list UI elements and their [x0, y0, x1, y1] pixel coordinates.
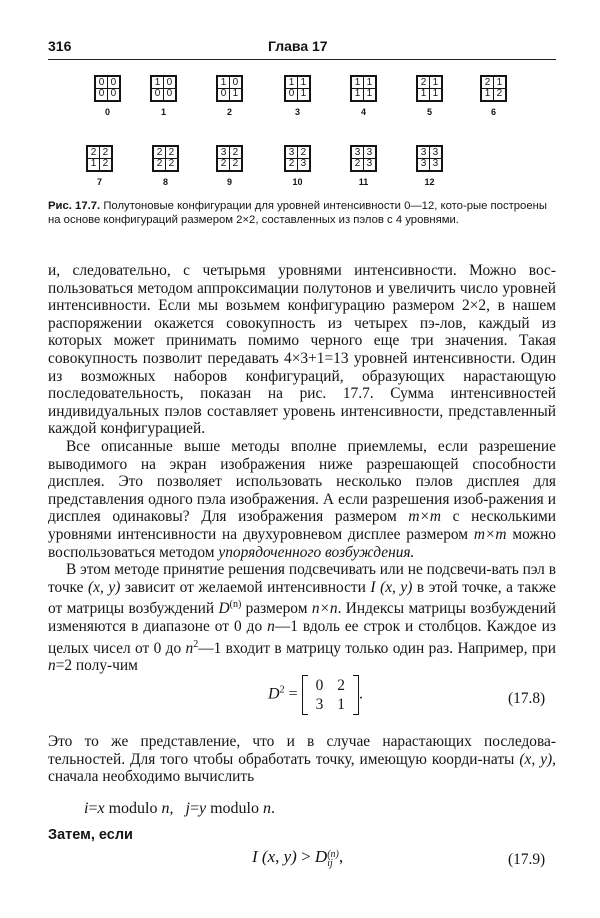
- pel-cell: 1: [352, 77, 363, 88]
- paragraph-1: и, следовательно, с четырьмя уровнями интенсивности. Можно вос-пользоваться методом аппроксимации полутонов и увеличить число уровней интенсивности. Если мы возьмем конфигурацию размером 2×2, в нашем распоряжении окажется совокупность из четырех пэ-лов, каждый из которых может принимать помимо черного еще три значения. Такая совокупность позволит передавать 4×3+1=13 уровней интенсивности. Один из возможных наборов конфигураций, образующих нарастающую последовательность, показан на рис. 17.7. Сумма интенсивностей индивидуальных пэлов составляет уровень интенсивности, представленный каждой конфигурацией.: [48, 262, 556, 438]
- pel-cell: 3: [364, 147, 375, 158]
- config-label: 11: [358, 177, 369, 187]
- pel-cell: 2: [230, 159, 241, 170]
- halftone-config: [416, 75, 443, 102]
- pel-cell: 2: [154, 159, 165, 170]
- matrix-cell: 3: [315, 696, 324, 713]
- pel-cell: 0: [286, 89, 297, 100]
- config-label: 5: [426, 107, 432, 117]
- halftone-config: [480, 75, 507, 102]
- pel-cell: 2: [100, 147, 111, 158]
- dither-matrix: [302, 675, 359, 715]
- pel-cell: 3: [430, 147, 441, 158]
- pel-cell: 2: [482, 77, 493, 88]
- matrix-cell: 0: [315, 677, 324, 694]
- pel-cell: 1: [218, 77, 229, 88]
- pel-cell: 2: [230, 147, 241, 158]
- pel-cell: 0: [152, 89, 163, 100]
- pel-cell: 1: [430, 89, 441, 100]
- pel-cell: 3: [430, 159, 441, 170]
- pel-cell: 1: [494, 77, 505, 88]
- halftone-config: [284, 145, 311, 172]
- pel-cell: 0: [108, 89, 119, 100]
- halftone-config: [416, 145, 443, 172]
- figure-caption: [48, 200, 556, 227]
- pel-cell: 1: [298, 77, 309, 88]
- config-label: 0: [104, 107, 110, 117]
- config-label: 4: [360, 107, 366, 117]
- page-number: 316: [48, 38, 72, 54]
- pel-cell: 2: [166, 147, 177, 158]
- chapter-title: Глава 17: [268, 38, 328, 54]
- pel-cell: 1: [364, 89, 375, 100]
- pel-cell: 0: [108, 77, 119, 88]
- paragraph-3: В этом методе принятие решения подсвечивать или не подсвечи-вать пэл в точке (x, y) зависит от желаемой интенсивности I (x, y) в этой точке, а также от матрицы возбуждений $D^{(n)}$ размером n×n. Индексы матрицы возбуждений изменяются в диапазоне от 0 до n—1 вдоль ее строк и столбцов. Каждое из целых чисел от 0 до $n^2—1$ входит в матрицу только один раз. Например, при n=2 полу-чим: [48, 561, 556, 675]
- config-label: 2: [226, 107, 232, 117]
- header-rule: [48, 59, 556, 60]
- halftone-config: [350, 145, 377, 172]
- halftone-config: [350, 75, 377, 102]
- pel-cell: 1: [418, 89, 429, 100]
- then-label: Затем, если: [48, 827, 133, 843]
- pel-cell: 2: [418, 77, 429, 88]
- pel-cell: 3: [286, 147, 297, 158]
- pel-cell: 1: [298, 89, 309, 100]
- matrix-cell: 2: [337, 677, 345, 694]
- equation-number-17-9: (17.9): [508, 851, 546, 868]
- halftone-config: [284, 75, 311, 102]
- pel-cell: 0: [218, 89, 229, 100]
- pel-cell: 1: [88, 159, 99, 170]
- config-label: 8: [162, 177, 168, 187]
- config-label: 7: [96, 177, 102, 187]
- matrix-cell: 1: [337, 696, 345, 713]
- pel-cell: 1: [482, 89, 493, 100]
- pel-cell: 3: [418, 147, 429, 158]
- pel-cell: 0: [96, 77, 107, 88]
- pel-cell: 2: [494, 89, 505, 100]
- config-label: 1: [160, 107, 166, 117]
- pel-cell: 2: [286, 159, 297, 170]
- pel-cell: 1: [430, 77, 441, 88]
- equation-17-9: I (x, y) > D (n) ij ,: [252, 847, 344, 869]
- config-label: 6: [490, 107, 496, 117]
- halftone-config: [216, 145, 243, 172]
- equation-modulo: i=x modulo n, j=y modulo n.: [84, 800, 275, 817]
- pel-cell: 2: [352, 159, 363, 170]
- halftone-config: [216, 75, 243, 102]
- pel-cell: 3: [218, 147, 229, 158]
- config-label: 10: [292, 177, 303, 187]
- pel-cell: 1: [152, 77, 163, 88]
- pel-cell: 2: [218, 159, 229, 170]
- paragraph-4: Это то же представление, что и в случае нарастающих последова-тельностей. Для того чтобы обработать точку, имеющую коорди-наты (x, y), сначала необходимо вычислить: [48, 733, 557, 786]
- config-label: 3: [294, 107, 300, 117]
- pel-cell: 1: [230, 89, 241, 100]
- pel-cell: 2: [166, 159, 177, 170]
- halftone-config: [86, 145, 113, 172]
- halftone-config: [150, 75, 177, 102]
- pel-cell: 3: [352, 147, 363, 158]
- pel-cell: 2: [88, 147, 99, 158]
- pel-cell: 0: [164, 77, 175, 88]
- config-label: 12: [424, 177, 435, 187]
- pel-cell: 0: [230, 77, 241, 88]
- config-label: 9: [226, 177, 232, 187]
- pel-cell: 3: [418, 159, 429, 170]
- pel-cell: 3: [298, 159, 309, 170]
- pel-cell: 2: [154, 147, 165, 158]
- paragraph-2: Все описанные выше методы вполне приемлемы, если разрешение выводимого на экран изображения ниже разрешающей способности дисплея. Это позволяет использовать несколько пэлов дисплея для представления одного пэла изображения. А если разрешения изоб-ражения и дисплея одинаковы? Для изображения размером m×m с несколькими уровнями интенсивности на двухуровневом дисплее размером m×m можно воспользоваться методом упорядоченного возбуждения.: [48, 437, 557, 561]
- pel-cell: 2: [100, 159, 111, 170]
- pel-cell: 0: [164, 89, 175, 100]
- pel-cell: 3: [364, 159, 375, 170]
- pel-cell: 0: [96, 89, 107, 100]
- equation-number-17-8: (17.8): [508, 690, 546, 707]
- caption-text: Полутоновые конфигурации для уровней интенсивности 0—12, кото-рые построены на основе конфигураций размером 2×2, составленных из пэлов с 4 уровнями.: [48, 200, 547, 226]
- pel-cell: 2: [298, 147, 309, 158]
- pel-cell: 1: [364, 77, 375, 88]
- caption-label: Рис. 17.7.: [48, 200, 101, 212]
- pel-cell: 1: [352, 89, 363, 100]
- halftone-config: [94, 75, 121, 102]
- equation-17-8: $D^2$ = 0 2 3 1 .: [268, 677, 363, 713]
- body-text: [48, 262, 556, 675]
- pel-cell: 1: [286, 77, 297, 88]
- halftone-config: [152, 145, 179, 172]
